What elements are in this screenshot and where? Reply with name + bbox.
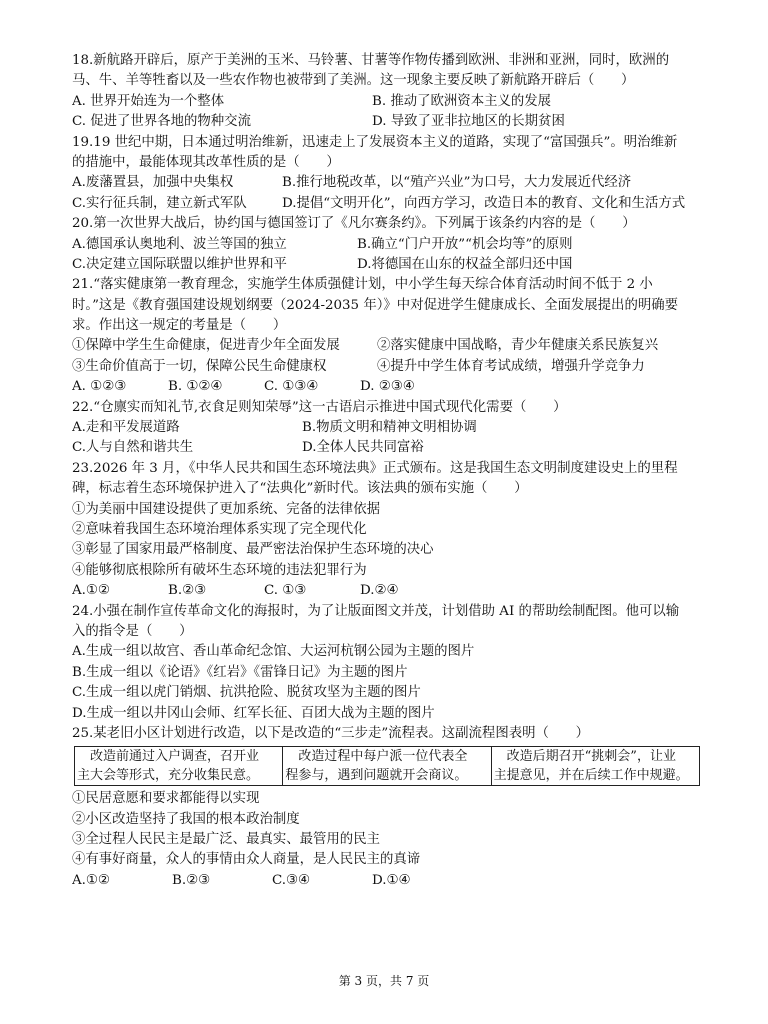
statement-1: ①保障中学生生命健康，促进青少年全面发展 <box>72 338 340 354</box>
question-stem: 时。”这是《教育强国建设规划纲要（2024-2035 年）》中对促进学生健康成长、全面发展提出的明确要 <box>72 297 679 313</box>
flow-table <box>74 746 700 786</box>
option-b: B.生成一组以《论语》《红岩》《雷锋日记》为主题的图片 <box>72 664 408 680</box>
question-25 <box>72 724 712 891</box>
question-24 <box>72 602 712 724</box>
flow-step-3 <box>492 747 699 785</box>
statement-2: ②落实健康中国战略，青少年健康关系民族复兴 <box>377 338 659 354</box>
statement-1: ①民居意愿和要求都能得以实现 <box>72 791 260 807</box>
flow-step-text: 改造前通过入户调查，召开业 <box>77 749 260 765</box>
option-a: A.①② <box>72 872 110 888</box>
option-a: A.①② <box>72 583 110 599</box>
option-b: B. 推动了欧洲资本主义的发展 <box>372 93 552 109</box>
flow-step-text: 程参与，遇到问题就开会商议。 <box>285 768 468 784</box>
option-b: B.确立“门户开放”“机会均等”的原则 <box>357 236 573 252</box>
flow-step-text: 主提意见，并在后续工作中规避。 <box>493 768 689 784</box>
flow-step-2 <box>283 747 491 785</box>
question-stem: 21.“落实健康第一教育理念，实施学生体质强健计划，中小学生每天综合体育活动时间不低于 2 小 <box>72 277 653 293</box>
option-c: C.③④ <box>272 872 311 888</box>
option-d: D.提倡“文明开化”，向西方学习，改造日本的教育、文化和生活方式 <box>282 195 686 211</box>
page-number: 第 3 页，共 7 页 <box>338 974 430 988</box>
statement-4: ④能够彻底根除所有破坏生态环境的违法犯罪行为 <box>72 562 367 578</box>
option-b: B.推行地税改革，以“殖产兴业”为口号，大力发展近代经济 <box>282 175 632 191</box>
option-d: D.②④ <box>360 583 399 599</box>
option-c: C.实行征兵制，建立新式军队 <box>72 195 247 211</box>
question-stem: 20.第一次世界大战后，协约国与德国签订了《凡尔赛条约》。下列属于该条约内容的是（ ） <box>72 216 636 232</box>
option-d: D.全体人民共同富裕 <box>302 440 424 456</box>
option-c: C. 促进了世界各地的物种交流 <box>72 114 251 130</box>
option-c: C. ①③ <box>264 583 307 599</box>
question-stem: 25.某老旧小区计划进行改造，以下是改造的“三步走”流程表。这副流程图表明（ ） <box>72 725 590 741</box>
question-stem: 24.小强在制作宣传革命文化的海报时，为了让版面图文并茂，计划借助 AI 的帮助绘制配图。他可以输 <box>72 603 680 619</box>
statement-3: ③生命价值高于一切，保障公民生命健康权 <box>72 358 327 374</box>
flow-step-text: 改造过程中每户派一位代表全 <box>285 749 468 765</box>
question-stem: 的措施中，最能体现其改革性质的是（ ） <box>72 154 340 170</box>
question-stem: 碑，标志着生态环境保护进入了“法典化”新时代。该法典的颁布实施（ ） <box>72 481 528 497</box>
question-18 <box>72 51 712 133</box>
question-stem: 19.19 世纪中期，日本通过明治维新，迅速走上了发展资本主义的道路，实现了“富国强兵”。明治维新 <box>72 134 678 150</box>
flow-step-text: 主大会等形式，充分收集民意。 <box>77 768 260 784</box>
option-a: A.废藩置县，加强中央集权 <box>72 175 234 191</box>
option-d: D.①④ <box>372 872 411 888</box>
option-b: B.②③ <box>168 583 207 599</box>
statement-2: ②意味着我国生态环境治理体系实现了完全现代化 <box>72 521 367 537</box>
flow-step-1 <box>75 747 283 785</box>
question-stem: 23.2026 年 3 月，《中华人民共和国生态环境法典》正式颁布。这是我国生态文明制度建设史上的里程 <box>72 460 678 476</box>
option-b: B. ①②④ <box>168 379 223 395</box>
option-d: D. 导致了亚非拉地区的长期贫困 <box>372 114 565 130</box>
option-a: A.德国承认奥地利、波兰等国的独立 <box>72 236 287 252</box>
option-c: C.决定建立国际联盟以维护世界和平 <box>72 256 287 272</box>
option-b: B.②③ <box>172 872 211 888</box>
option-c: C.人与自然和谐共生 <box>72 440 194 456</box>
option-d: D.将德国在山东的权益全部归还中国 <box>357 256 573 272</box>
statement-3: ③彰显了国家用最严格制度、最严密法治保护生态环境的决心 <box>72 542 434 558</box>
statement-1: ①为美丽中国建设提供了更加系统、完备的法律依据 <box>72 501 380 517</box>
option-a: A.生成一组以故宫、香山革命纪念馆、大运河杭钢公园为主题的图片 <box>72 644 475 660</box>
statement-4: ④有事好商量，众人的事情由众人商量，是人民民主的真谛 <box>72 852 421 868</box>
question-20 <box>72 214 712 275</box>
question-21 <box>72 275 712 397</box>
question-22 <box>72 398 712 459</box>
question-stem: 入的指令是（ ） <box>72 623 193 639</box>
flow-step-text: 改造后期召开“挑刺会”，让业 <box>493 749 676 765</box>
option-d: D.生成一组以井冈山会师、红军长征、百团大战为主题的图片 <box>72 705 435 721</box>
option-c: C. ①③④ <box>264 379 319 395</box>
option-a: A. 世界开始连为一个整体 <box>72 93 225 109</box>
statement-3: ③全过程人民民主是最广泛、最真实、最管用的民主 <box>72 832 380 848</box>
question-stem: 马、牛、羊等牲畜以及一些农作物也被带到了美洲。这一现象主要反映了新航路开辟后（ ） <box>72 73 635 89</box>
statement-4: ④提升中学生体育考试成绩，增强升学竞争力 <box>377 358 645 374</box>
question-stem: 18.新航路开辟后，原产于美洲的玉米、马铃薯、甘薯等作物传播到欧洲、非洲和亚洲，同时，欧洲的 <box>72 53 670 68</box>
question-19 <box>72 133 712 215</box>
option-a: A. ①②③ <box>72 379 127 395</box>
option-b: B.物质文明和精神文明相协调 <box>302 420 477 436</box>
question-stem: 求。作出这一规定的考量是（ ） <box>72 318 287 334</box>
option-d: D. ②③④ <box>360 379 415 395</box>
option-c: C.生成一组以虎门销烟、抗洪抢险、脱贫攻坚为主题的图片 <box>72 685 421 701</box>
question-list <box>72 51 712 891</box>
question-stem: 22.“仓廪实而知礼节,衣食足则知荣辱”这一古语启示推进中国式现代化需要（ ） <box>72 399 567 415</box>
question-23 <box>72 459 712 602</box>
statement-2: ②小区改造坚持了我国的根本政治制度 <box>72 811 300 827</box>
option-a: A.走和平发展道路 <box>72 420 180 436</box>
